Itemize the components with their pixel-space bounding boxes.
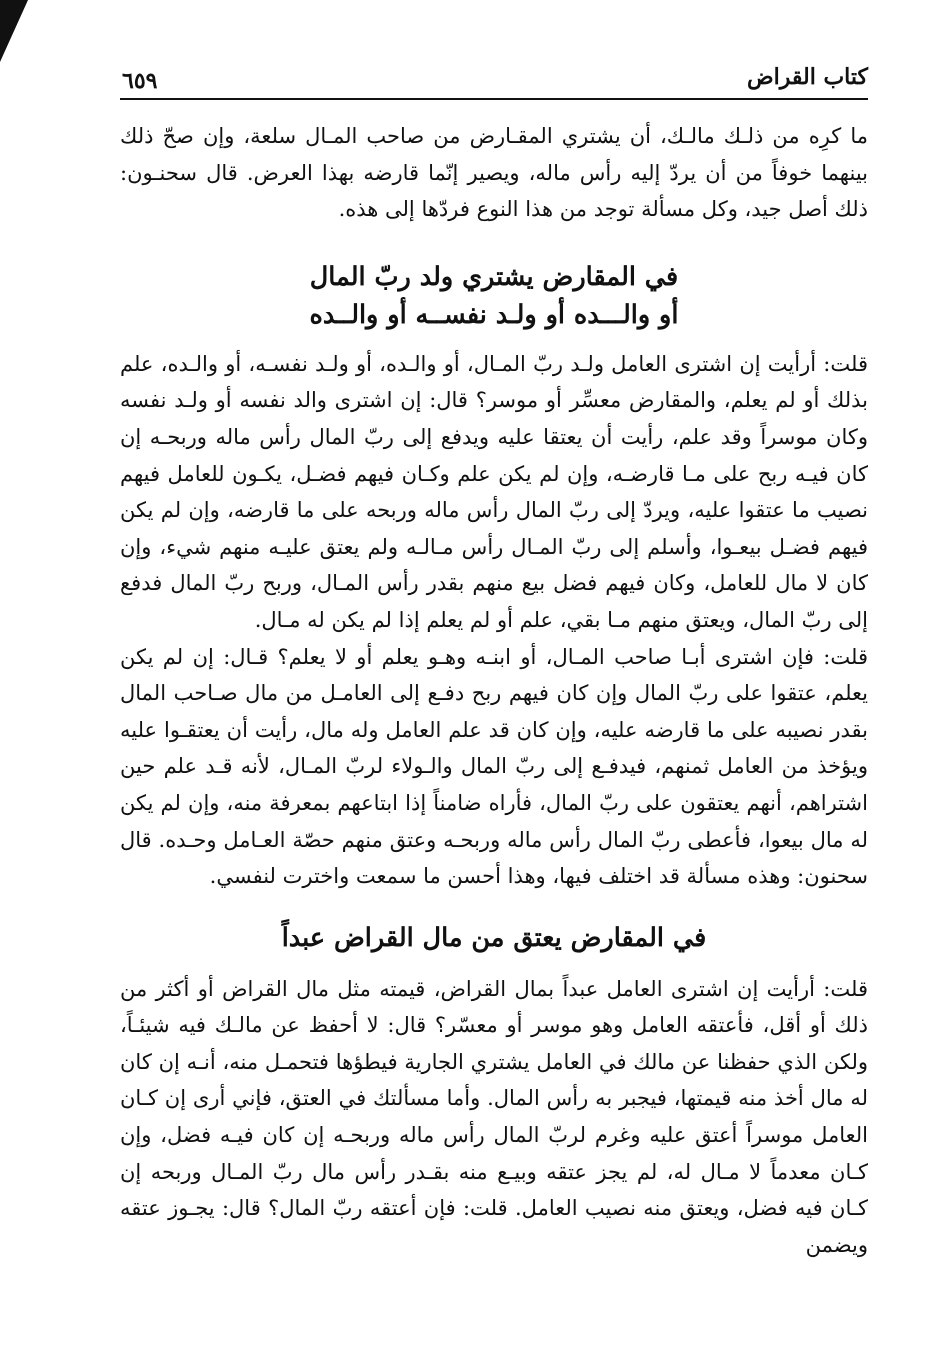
running-title: كتاب القراض [747,64,868,90]
section-1-paragraph-1: قلت: أرأيت إن اشترى العامل ولـد ربّ المـال، أو والـده، أو ولـد نفسـه، أو والـده، علم بذلك أو لم يعلم، والمقارض معسِّر أو موسر؟ قال: إن اشترى والد نفسه أو ولـد نفسه وكان موسراً وقد علم، رأيت أن يعتقا عليه ويدفع إلى ربّ المال رأس ماله وربحـه إن كان فيـه ربح على مـا قارضـه، وإن لم يكن علم وكـان فيهم فضـل، يكـون للعامل فيهم نصيب ما عتقوا عليه، ويردّ إلى ربّ المال رأس ماله وربحه على ما قارضه، وإن لم يكن فيهم فضـل بيعـوا، وأسلم إلى ربّ المـال رأس مـالـه ولم يعتق عليـه منهم شيء، وإن كان لا مال للعامل، وكان فيهم فضل بيع منهم بقدر رأس المـال، وربح ربّ المال فدفع إلى ربّ المال، ويعتق منهم مـا بقي، علم أو لم يعلم إذا لم يكن له مـال. [120,351,868,632]
section-2-paragraph-1: قلت: أرأيت إن اشترى العامل عبداً بمال القراض، قيمته مثل مال القراض أو أكثر من ذلك أو أقل، فأعتقه العامل وهو موسر أو معسّر؟ قال: لا أحفظ عن مالـك فيه شيئـاً، ولكن الذي حفظنا عن مالك في العامل يشتري الجارية فيطؤها فتحمـل منه، أنـه إن كان له مال أخذ منه قيمتها، فيجبر به رأس المال. وأما مسألتك في العتق، فإني أرى إن كـان العامل موسراً أعتق عليه وغرم لربّ المال رأس ماله وربحـه إن كان فيـه فضل، وإن كـان معدماً لا مـال له، لم يجز عتقه وبيـع منه بقـدر رأس مال ربّ المـال وربحه إن كـان فيه فضل، ويعتق منه نصيب العامل. قلت: فإن أعتقه ربّ المال؟ قال: يجـوز عتقه ويضمن [120,976,868,1257]
section-heading-1 [120,258,868,334]
section-heading-1-line-1: في المقارض يشتري ولد ربّ المال [309,261,679,292]
intro-paragraph: ما كرِه من ذلـك مالـك، أن يشتري المقـارض من صاحب المـال سلعة، وإن صحّ ذلك بينهما خوفاً من أن يردّ إليه رأس ماله، ويصير إنّما قارضه بهذا العرض. قال سحنـون: ذلك أصل جيد، وكل مسألة توجد من هذا النوع فردّها إلى هذه. [120,124,868,222]
section-heading-1-line-2: أو والـــده أو ولـد نفســه أو والــده [309,299,679,330]
page-header [120,58,868,100]
page-body [120,118,868,1263]
section-heading-2: في المقارض يعتق من مال القراض عبداً [281,922,707,953]
page-corner-mark [0,0,28,62]
page-number: ٦٥٩ [122,68,158,94]
section-1-paragraph-2: قلت: فإن اشترى أبـا صاحب المـال، أو ابنـه وهـو يعلم أو لا يعلم؟ قـال: إن لم يكن يعلم، عتقوا على ربّ المال وإن كان فيهم ربح دفـع إلى العامـل من مال صـاحب المال بقدر نصيبه على ما قارضه عليه، وإن كان قد علم العامل وله مال، رأيت أن يعتقـوا عليه ويؤخذ من العامل ثمنهم، فيدفـع إلى ربّ المال والـولاء لربّ المـال، لأنه قـد علم حين اشتراهم، أنهم يعتقون على ربّ المال، فأراه ضامناً إذا ابتاعهم بمعرفة منه، وإن لم يكن له مال بيعوا، فأعطى ربّ المال رأس ماله وربحـه وعتق منهم حصّة العـامل وحـده. قال سحنون: وهذه مسألة قد اختلف فيها، وهذا أحسن ما سمعت واخترت لنفسي. [120,644,868,889]
